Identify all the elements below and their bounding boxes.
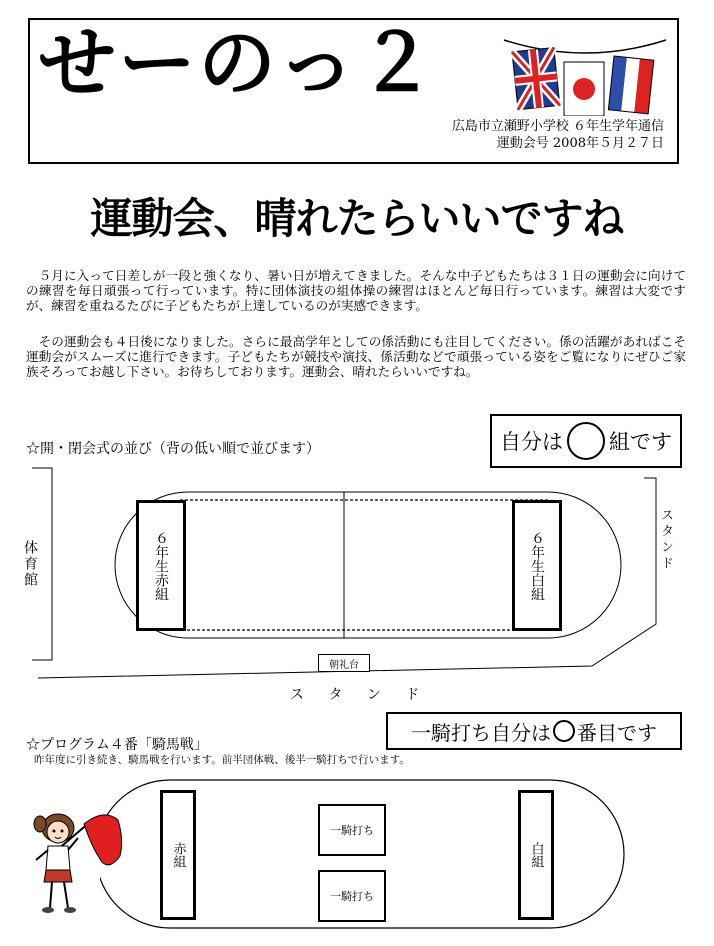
duel-box-2: 一騎打ち <box>318 870 386 922</box>
france-flag-icon <box>608 56 653 114</box>
stand-bottom-label: ス タ ン ド <box>290 687 430 703</box>
japan-flag-icon <box>564 62 604 116</box>
girl-with-flag-icon <box>20 800 140 930</box>
ceremony-field-diagram <box>20 460 700 710</box>
program-note: 昨年度に引き続き、騎馬戦を行います。前半団体戦、後半一騎打ちで行います。 <box>34 754 410 766</box>
duel-self-prefix: 一騎打ち自分は <box>411 720 551 745</box>
duel-box-1: 一騎打ち <box>318 804 386 856</box>
platform-box: 朝礼台 <box>318 654 370 672</box>
duel-self-box <box>386 712 682 750</box>
program-section-title: ☆プログラム４番「騎馬戦」 <box>26 737 208 753</box>
headline: 運動会、晴れたらいいですね <box>90 194 624 243</box>
duel-self-suffix: 番目です <box>577 720 657 745</box>
gym-label: 体育館 <box>22 540 38 588</box>
flags-bunting-icon <box>500 36 670 116</box>
school-name: 広島市立瀬野小学校 ６年生学年通信 <box>451 119 664 134</box>
newsletter-title: せーのっ２ <box>38 19 438 109</box>
ceremony-self-suffix: 組です <box>609 430 672 454</box>
ceremony-section-title: ☆開・閉会式の並び（背の低い順で並びます） <box>26 441 320 457</box>
stand-right-label: スタンド <box>658 508 673 572</box>
paragraph-2: その運動会も４日後になりました。さらに最高学年としての係活動にも注目してください。係の活躍があればこそ運動会がスムーズに進行できます。子どもたちが競技や演技、係活動などで頑張っている姿をご覧になりにぜひご家族そろってお越し下さい。お待ちしております。運動会、晴れたらいいですね。 <box>26 334 686 379</box>
blank-circle-icon <box>567 422 605 460</box>
school-info <box>452 118 664 152</box>
issue-date: 運動会号 2008年５月２７日 <box>496 136 664 151</box>
blank-circle-icon <box>553 720 575 742</box>
uk-flag-icon <box>512 48 560 110</box>
ceremony-self-prefix: 自分は <box>500 430 563 454</box>
program-white-box: 白組 <box>518 790 554 920</box>
white-team-box: ６年生白組 <box>512 500 562 631</box>
red-team-box: ６年生赤組 <box>136 500 186 631</box>
program-red-box: 赤組 <box>160 790 196 920</box>
paragraph-1: ５月に入って日差しが一段と強くなり、暑い日が増えてきました。そんな中子どもたちは３１日の運動会に向けての練習を毎日頑張って行っています。特に団体演技の組体操の練習はほとんど毎日行っています。練習は大変ですが、練習を重ねるたびに子どもたちが上達しているのが実感できます。 <box>26 268 686 313</box>
